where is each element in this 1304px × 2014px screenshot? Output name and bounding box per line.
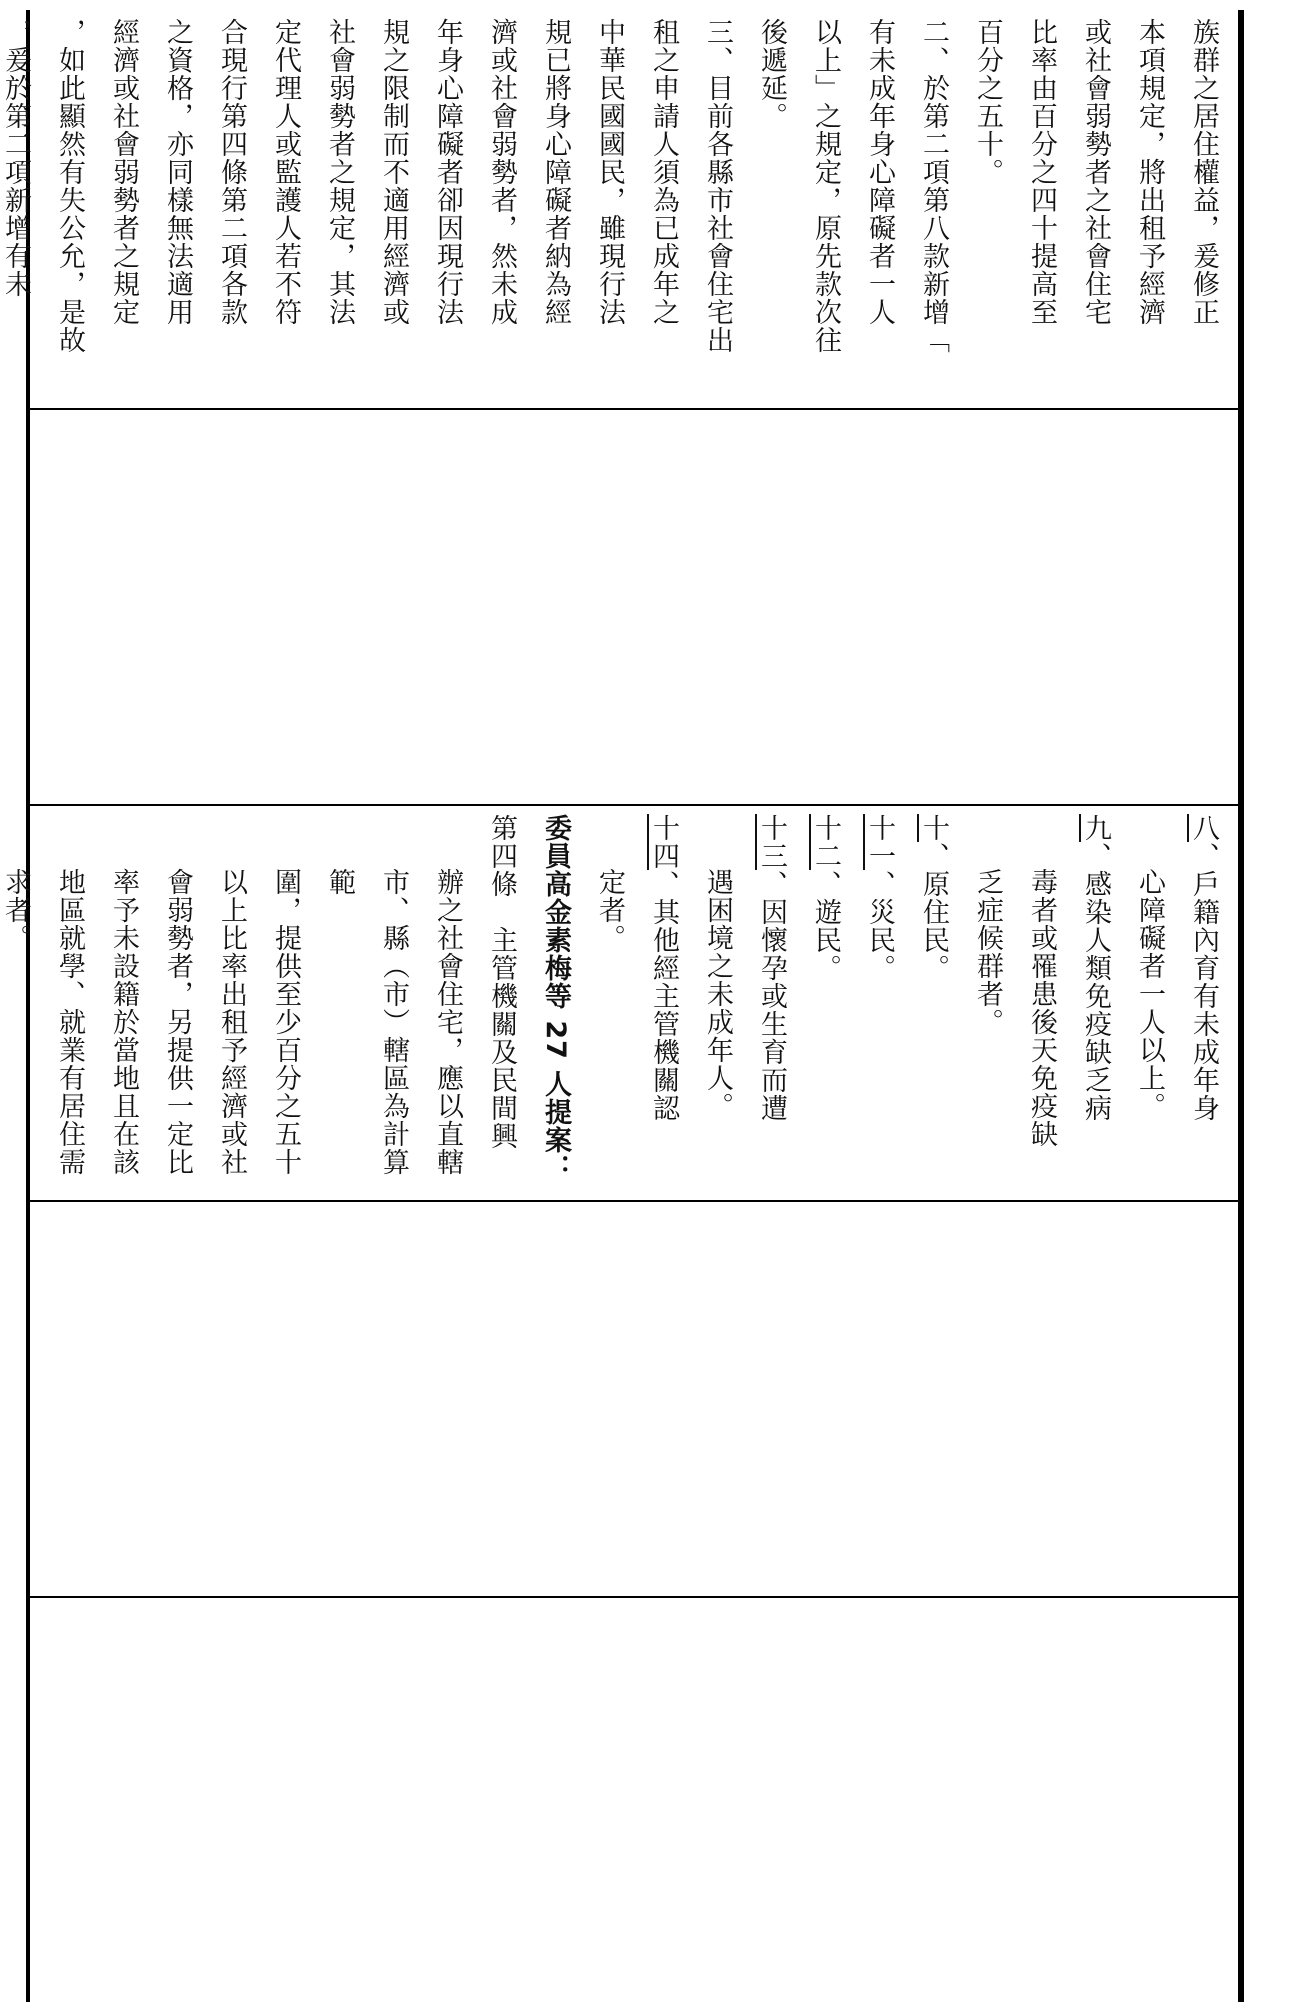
row-divider-2 xyxy=(26,804,1244,806)
row-divider-1 xyxy=(26,408,1244,410)
item-line xyxy=(582,814,636,1194)
item-line xyxy=(690,814,744,1194)
article-line: 會弱勢者，另提供一定比 xyxy=(162,868,193,1176)
item-line xyxy=(1068,814,1122,1194)
explanation-line: 三、目前各縣市社會住宅出 xyxy=(702,18,733,354)
item-text: 、其他經主管機關認 xyxy=(648,870,679,1122)
item-text: 、災民。 xyxy=(864,870,895,982)
explanation-line: 規之限制而不適用經濟或 xyxy=(378,18,409,326)
item-number: 八 xyxy=(1188,814,1219,842)
item-text: 、遊民。 xyxy=(810,870,841,982)
explanation-line: 以上」之規定，原先款次往 xyxy=(810,18,841,354)
item-text: 遇困境之未成年人。 xyxy=(702,868,733,1120)
article-text-block xyxy=(0,814,1230,1194)
explanation-text-block xyxy=(0,18,1230,398)
explanation-line: 有未成年身心障礙者一人 xyxy=(864,18,895,326)
row-divider-4 xyxy=(26,1596,1244,1598)
item-line xyxy=(852,814,906,1194)
article-line: 率予未設籍於當地且在該 xyxy=(108,868,139,1176)
explanation-line: 規已將身心障礙者納為經 xyxy=(540,18,571,326)
article-line: 地區就學、就業有居住需 xyxy=(54,868,85,1176)
explanation-line: ，如此顯然有失公允，是故 xyxy=(54,18,85,354)
item-number: 九 xyxy=(1080,814,1111,842)
item-text: 、感染人類免疫缺乏病 xyxy=(1080,842,1111,1122)
article-line: 圍，提供至少百分之五十 xyxy=(270,868,301,1176)
proposal-heading: 委員高金素梅等 27 人提案： xyxy=(540,814,571,1183)
article-line: 辦之社會住宅，應以直轄 xyxy=(432,868,463,1176)
explanation-line: 比率由百分之四十提高至 xyxy=(1026,18,1057,326)
item-line xyxy=(744,814,798,1194)
explanation-line: 或社會弱勢者之社會住宅 xyxy=(1080,18,1111,326)
item-number: 十二 xyxy=(810,814,841,870)
article-line: 求者。 xyxy=(0,868,31,952)
item-number: 十一 xyxy=(864,814,895,870)
explanation-line: 二、於第二項第八款新增「 xyxy=(918,18,949,354)
explanation-line: 之資格，亦同樣無法適用 xyxy=(162,18,193,326)
item-text: 心障礙者一人以上。 xyxy=(1134,868,1165,1120)
explanation-line: 中華民國國民，雖現行法 xyxy=(594,18,625,326)
item-text: 、原住民。 xyxy=(918,842,949,982)
item-number: 十四 xyxy=(648,814,679,870)
explanation-line: ，爰於第二項新增有未 xyxy=(0,18,31,298)
explanation-line: 本項規定，將出租予經濟 xyxy=(1134,18,1165,326)
item-line xyxy=(798,814,852,1194)
explanation-line: 後遞延。 xyxy=(756,18,787,130)
item-text: 定者。 xyxy=(594,868,625,952)
row-divider-3 xyxy=(26,1200,1244,1202)
article-line: 第四條 主管機關及民間興 xyxy=(486,814,517,1150)
item-text: 毒者或罹患後天免疫缺 xyxy=(1026,868,1057,1148)
item-text: 、因懷孕或生育而遭 xyxy=(756,870,787,1122)
item-line xyxy=(1122,814,1176,1194)
explanation-line: 年身心障礙者卻因現行法 xyxy=(432,18,463,326)
explanation-line: 族群之居住權益，爰修正 xyxy=(1188,18,1219,326)
explanation-line: 合現行第四條第二項各款 xyxy=(216,18,247,326)
item-line xyxy=(1176,814,1230,1194)
explanation-line: 百分之五十。 xyxy=(972,18,1003,186)
explanation-line: 社會弱勢者之規定，其法 xyxy=(324,18,355,326)
top-border-rule xyxy=(1238,10,1244,2002)
item-line xyxy=(906,814,960,1194)
item-number: 十 xyxy=(918,814,949,842)
item-line xyxy=(636,814,690,1194)
article-line: 市、縣（市）轄區為計算範 xyxy=(324,868,409,1176)
item-line xyxy=(960,814,1014,1194)
explanation-line: 租之申請人須為已成年之 xyxy=(648,18,679,326)
article-line: 以上比率出租予經濟或社 xyxy=(216,868,247,1176)
item-line xyxy=(1014,814,1068,1194)
explanation-line: 經濟或社會弱勢者之規定 xyxy=(108,18,139,326)
item-text: 乏症候群者。 xyxy=(972,868,1003,1036)
item-text: 、戶籍內育有未成年身 xyxy=(1188,842,1219,1122)
explanation-line: 濟或社會弱勢者，然未成 xyxy=(486,18,517,326)
explanation-line: 定代理人或監護人若不符 xyxy=(270,18,301,326)
item-number: 十三 xyxy=(756,814,787,870)
